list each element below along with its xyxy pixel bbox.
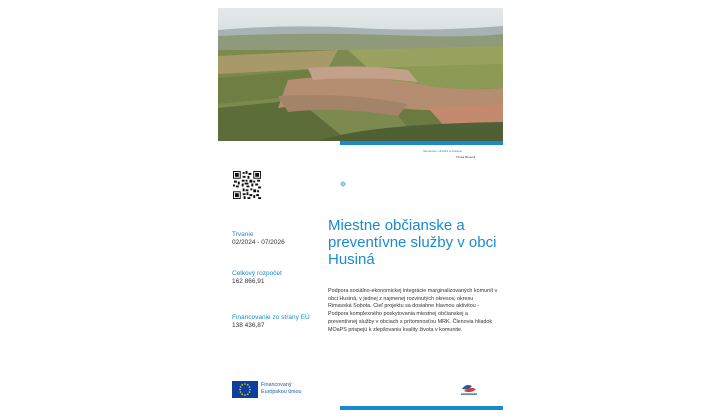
qr-code[interactable]: [233, 171, 261, 199]
eu-funding-block: [232, 314, 310, 329]
budget-label: Celkový rozpočet: [232, 270, 282, 277]
crosshair-icon: [340, 181, 346, 187]
project-description: Podpora sociálno-ekonomickej integrácie marginalizovaných komunít v obci Husiná, v jednej z najmenej rozvinutých okresov, okresu Rimavská Sobota. Cieľ projektu sa dosiahne hlavnou aktivitou - Podpora komplexného poskytovania miestnej občianskej a preventívnej služby v obciach s prítomnosťou MRK. Členovia hliadok MOaPS prispejú k zlepšovaniu kvality života v komunite.: [328, 288, 498, 333]
eu-text-line1: Financovaný: [261, 382, 292, 388]
eu-funding-statement: [261, 382, 301, 396]
village-aerial-photo: [218, 8, 503, 141]
budget-block: [232, 270, 282, 285]
project-poster: [218, 8, 503, 412]
project-title: Miestne občianske a preventívne služby v obci Husiná: [328, 217, 497, 268]
photo-author: Timea Benová: [456, 155, 476, 159]
duration-label: Trvanie: [232, 231, 254, 238]
accent-bar-top: [340, 141, 503, 145]
eu-funding-value: 138 436,87: [232, 322, 265, 329]
photo-caption: Slovensko, Hnúšťa a Kokava: [423, 149, 462, 153]
eu-flag-icon: [232, 381, 258, 398]
eu-funding-label: Financovanie zo strany EÚ: [232, 314, 310, 321]
village-aerial-image: [218, 8, 503, 141]
duration-block: [232, 231, 285, 246]
duration-value: 02/2024 - 07/2026: [232, 239, 285, 246]
ministry-logo: [458, 381, 480, 397]
budget-value: 162 866,91: [232, 278, 265, 285]
eu-text-line2: Európskou úniou: [261, 389, 302, 395]
accent-bar-bottom: [340, 406, 503, 410]
